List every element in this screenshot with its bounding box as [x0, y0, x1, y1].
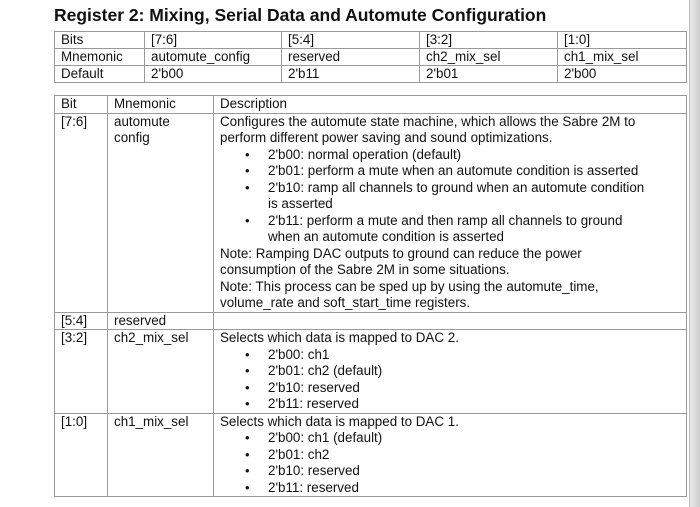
header-bit: Bit [55, 96, 108, 114]
mnemonic-cell: ch1_mix_sel [108, 413, 214, 497]
list-item-text: • 2'b10: ramp all channels to ground when an automute condition [268, 179, 645, 195]
table-header-row [55, 96, 687, 114]
description-line: Selects which data is mapped to DAC 1. [220, 413, 459, 429]
list-item-text: • 2'b00: normal operation (default) [268, 146, 462, 162]
table-row [55, 113, 687, 312]
table-cell: 2'b00 [558, 66, 687, 83]
list-item: • 2'b11: reserved [220, 480, 686, 497]
list-item [220, 180, 686, 213]
window-edge [689, 0, 700, 507]
table-cell: 2'b00 [145, 66, 282, 83]
bullet-list [220, 430, 686, 496]
list-item: • 2'b11: reserved [220, 396, 686, 413]
list-item: • 2'b10: reserved [220, 380, 686, 397]
mnemonic-cell: ch2_mix_sel [108, 330, 214, 414]
description-cell [214, 312, 687, 330]
header-description: Description [214, 96, 687, 114]
list-item-text: • 2'b11: perform a mute and then ramp all channels to ground [268, 212, 623, 228]
table-cell: automute_config [145, 49, 282, 66]
list-item-text: when an automute condition is asserted [268, 229, 504, 244]
mnemonic-cell: reserved [108, 312, 214, 330]
list-item: • 2'b00: ch1 (default) [220, 430, 686, 447]
table-row [55, 413, 687, 497]
row-label: Bits [55, 32, 145, 49]
header-mnemonic: Mnemonic [108, 96, 214, 114]
mnemonic-line: automute [114, 113, 170, 129]
mnemonic-line: config [114, 130, 150, 145]
note-line: volume_rate and soft_start_time registers. [220, 295, 471, 310]
description-line: Selects which data is mapped to DAC 2. [220, 330, 459, 345]
list-item: • 2'b01: ch2 [220, 447, 686, 464]
table-cell: [1:0] [558, 32, 687, 49]
list-item: • 2'b01: ch2 (default) [220, 363, 686, 380]
table-cell: [5:4] [282, 32, 420, 49]
bullet-list [220, 347, 686, 413]
table-cell: 2'b11 [282, 66, 420, 83]
bit-cell: [3:2] [55, 330, 108, 414]
row-label: Default [55, 66, 145, 83]
bit-cell: [7:6] [55, 113, 108, 312]
table-cell: ch2_mix_sel [420, 49, 558, 66]
table-cell: [3:2] [420, 32, 558, 49]
mnemonic-cell [108, 113, 214, 312]
table-row [55, 312, 687, 330]
note-line: Note: Ramping DAC outputs to ground can reduce the power [220, 245, 582, 261]
description-line: perform different power saving and sound optimizations. [220, 130, 553, 145]
table-cell: 2'b01 [420, 66, 558, 83]
table-row [55, 330, 687, 414]
list-item-text: • 2'b01: perform a mute when an automute condition is asserted [268, 163, 639, 178]
description-cell [214, 113, 687, 312]
description-line: Configures the automute state machine, which allows the Sabre 2M to [220, 113, 636, 129]
register-summary-table [54, 31, 687, 83]
table-row [55, 49, 687, 66]
description-cell [214, 330, 687, 414]
list-item [220, 147, 686, 164]
list-item [220, 213, 686, 246]
table-row [55, 66, 687, 83]
row-label: Mnemonic [55, 49, 145, 66]
list-item-text: is asserted [268, 196, 333, 211]
note-line: consumption of the Sabre 2M in some situations. [220, 262, 510, 277]
register-description-table [54, 95, 687, 497]
description-cell [214, 413, 687, 497]
bullet-list [220, 147, 686, 246]
bit-cell: [5:4] [55, 312, 108, 330]
bit-cell: [1:0] [55, 413, 108, 497]
table-row [55, 32, 687, 49]
list-item: • 2'b00: ch1 [220, 347, 686, 364]
list-item: • 2'b10: reserved [220, 463, 686, 480]
note-line: Note: This process can be sped up by using the automute_time, [220, 278, 599, 294]
table-cell: ch1_mix_sel [558, 49, 687, 66]
table-cell: reserved [282, 49, 420, 66]
table-cell: [7:6] [145, 32, 282, 49]
page-title: Register 2: Mixing, Serial Data and Automute Configuration [54, 5, 547, 25]
list-item [220, 163, 686, 180]
